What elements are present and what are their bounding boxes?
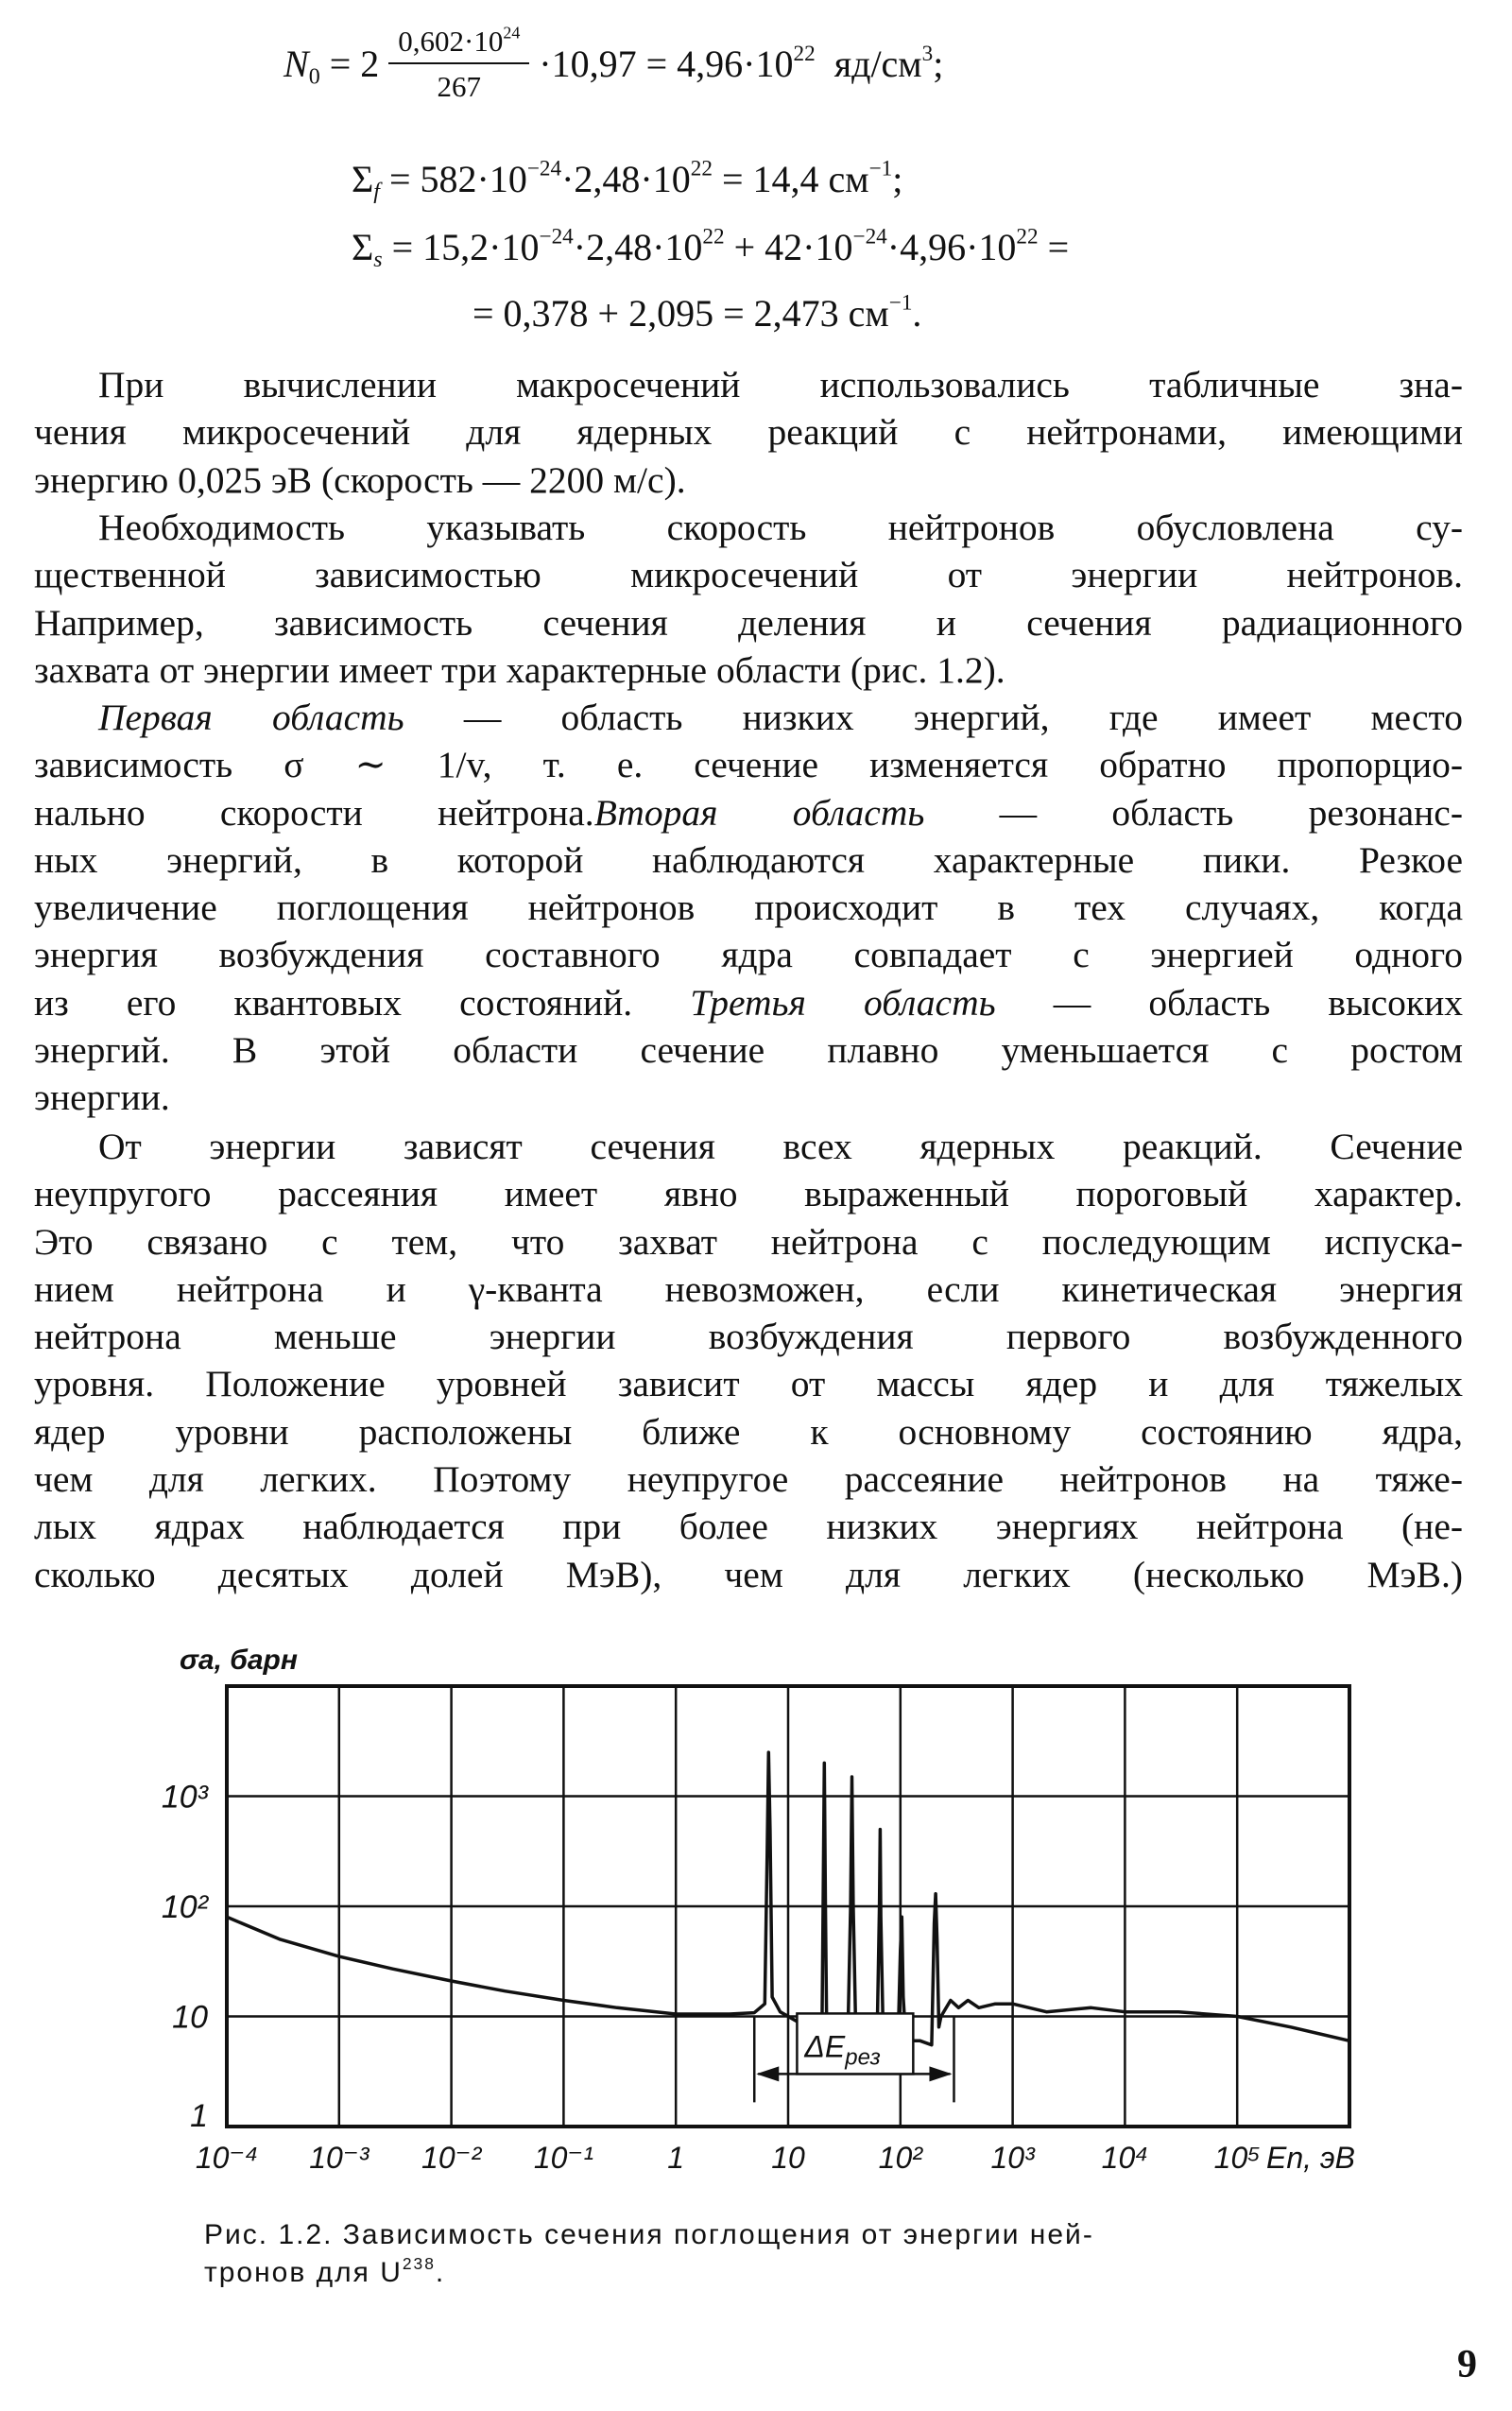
text-line: При вычислении макросечений использовались табличные зна- [98,364,1463,405]
cross-section-chart [0,1626,1512,2193]
figure-caption [204,2216,1366,2292]
text-line: энергий. В этой области сечение плавно уменьшается с ростом [34,1029,1463,1072]
text-line: сколько десятых долей МэВ), чем для легких (несколько МэВ.) [34,1553,1463,1595]
x-axis-title: En, эВ [1266,2141,1355,2175]
text-line: Первая область — область низких энергий, где имеет место [98,697,1463,738]
formula-n0: $N_0 = 2$ $\frac{0,602\cdot 10^{24}}{267}$ $\cdot 10,97 = 4,96\cdot 10^{22}$ $яд/см^3$; [284,23,944,103]
x-tick-label: 10⁵ [1213,2141,1261,2175]
text-line: уровня. Положение уровней зависит от массы ядер и для тяжелых [34,1363,1463,1405]
text-line: нейтрона меньше энергии возбуждения первого возбужденного [34,1316,1463,1358]
x-tick-label: 10⁻⁴ [195,2141,259,2175]
x-tick-label: 10⁻² [421,2141,482,2175]
text-line: чения микросечений для ядерных реакций с нейтронами, имеющими [34,411,1463,454]
x-tick-label: 1 [667,2141,685,2175]
paragraph-2 [34,504,1463,694]
y-axis-title: σa, барн [180,1645,298,1676]
text-line: ных энергий, в которой наблюдаются характерные пики. Резкое [34,838,1463,881]
text-line: нием нейтрона и γ-кванта невозможен, если кинетическая энергия [34,1267,1463,1310]
text-line: Например, зависимость сечения деления и сечения радиационного [34,601,1463,644]
page-number: 9 [1457,2343,1477,2386]
text-line: нально скорости нейтрона.Вторая область — область резонанс- [34,791,1463,834]
y-tick-label: 10 [172,1999,208,2036]
formula-sigma-f: $\Sigma_f = 582\cdot 10^{-24}\cdot 2,48\cdot 10^{22} = 14,4$ $см^{-1}$; [352,156,903,205]
x-tick-label: 10³ [990,2141,1035,2175]
caption-line: тронов для $U^{238}$. [204,2253,446,2288]
formula-sigma-s: $\Sigma_s = 15,2\cdot 10^{-24}\cdot 2,48\cdot 10^{22} + 42\cdot 10^{-24}\cdot 4,96\cdot 10^{22}$ = [352,224,1070,273]
paragraph-1 [34,361,1463,504]
x-tick-label: 10 [771,2141,805,2175]
text-line: увеличение поглощения нейтронов происходит в тех случаях, когда [34,887,1463,929]
text-line: От энергии зависят сечения всех ядерных реакций. Сечение [98,1126,1463,1167]
text-line: ядер уровни расположены ближе к основному состоянию ядра, [34,1410,1463,1453]
text-line: зависимость σ ∼ 1/v, т. е. сечение изменяется обратно пропорцио- [34,744,1463,786]
y-tick-label: 10³ [161,1779,208,1816]
x-tick-label: 10² [878,2141,922,2175]
text-line: из его квантовых состояний. Третья область — область высоких [34,981,1463,1024]
text-line: щественной зависимостью микросечений от энергии нейтронов. [34,554,1463,596]
caption-line: Рис. 1.2. Зависимость сечения поглощения от энергии ней- [204,2219,1094,2250]
x-tick-label: 10⁻³ [309,2141,369,2175]
paragraph-4 [34,1123,1463,1598]
text-line: энергия возбуждения составного ядра совпадает с энергией одного [34,934,1463,976]
annotation-arrowhead [929,2066,952,2081]
formula-sigma-s-result: = 0,378 + 2,095 = 2,473 $см^{-1}$. [472,290,922,335]
text-line: Это связано с тем, что захват нейтрона с последующим испуска- [34,1220,1463,1263]
annotation-label: $\Delta E_{рез}$ [804,2029,881,2071]
text-line: чем для легких. Поэтому неупругое рассеяние нейтронов на тяже- [34,1458,1463,1501]
y-tick-label: 10² [161,1889,208,1925]
formula-n0-fraction: $\frac{0,602\cdot 10^{24}}{267}$ [388,25,529,104]
text-line: захвата от энергии имеет три характерные области (рис. 1.2). [34,648,1005,691]
text-line: лых ядрах наблюдается при более низких энергиях нейтрона (не- [34,1506,1463,1548]
x-tick-label: 10⁻¹ [533,2141,593,2175]
text-line: энергию 0,025 эВ (скорость — 2200 м/с). [34,458,686,501]
y-tick-label: 1 [190,2098,208,2134]
text-line: Необходимость указывать скорость нейтронов обусловлена су- [98,507,1463,548]
x-tick-label: 10⁴ [1101,2141,1149,2175]
text-line: неупругого рассеяния имеет явно выраженный пороговый характер. [34,1173,1463,1215]
text-line: энергии. [34,1076,170,1119]
annotation-arrowhead [756,2066,779,2081]
paragraph-3 [34,694,1463,1122]
